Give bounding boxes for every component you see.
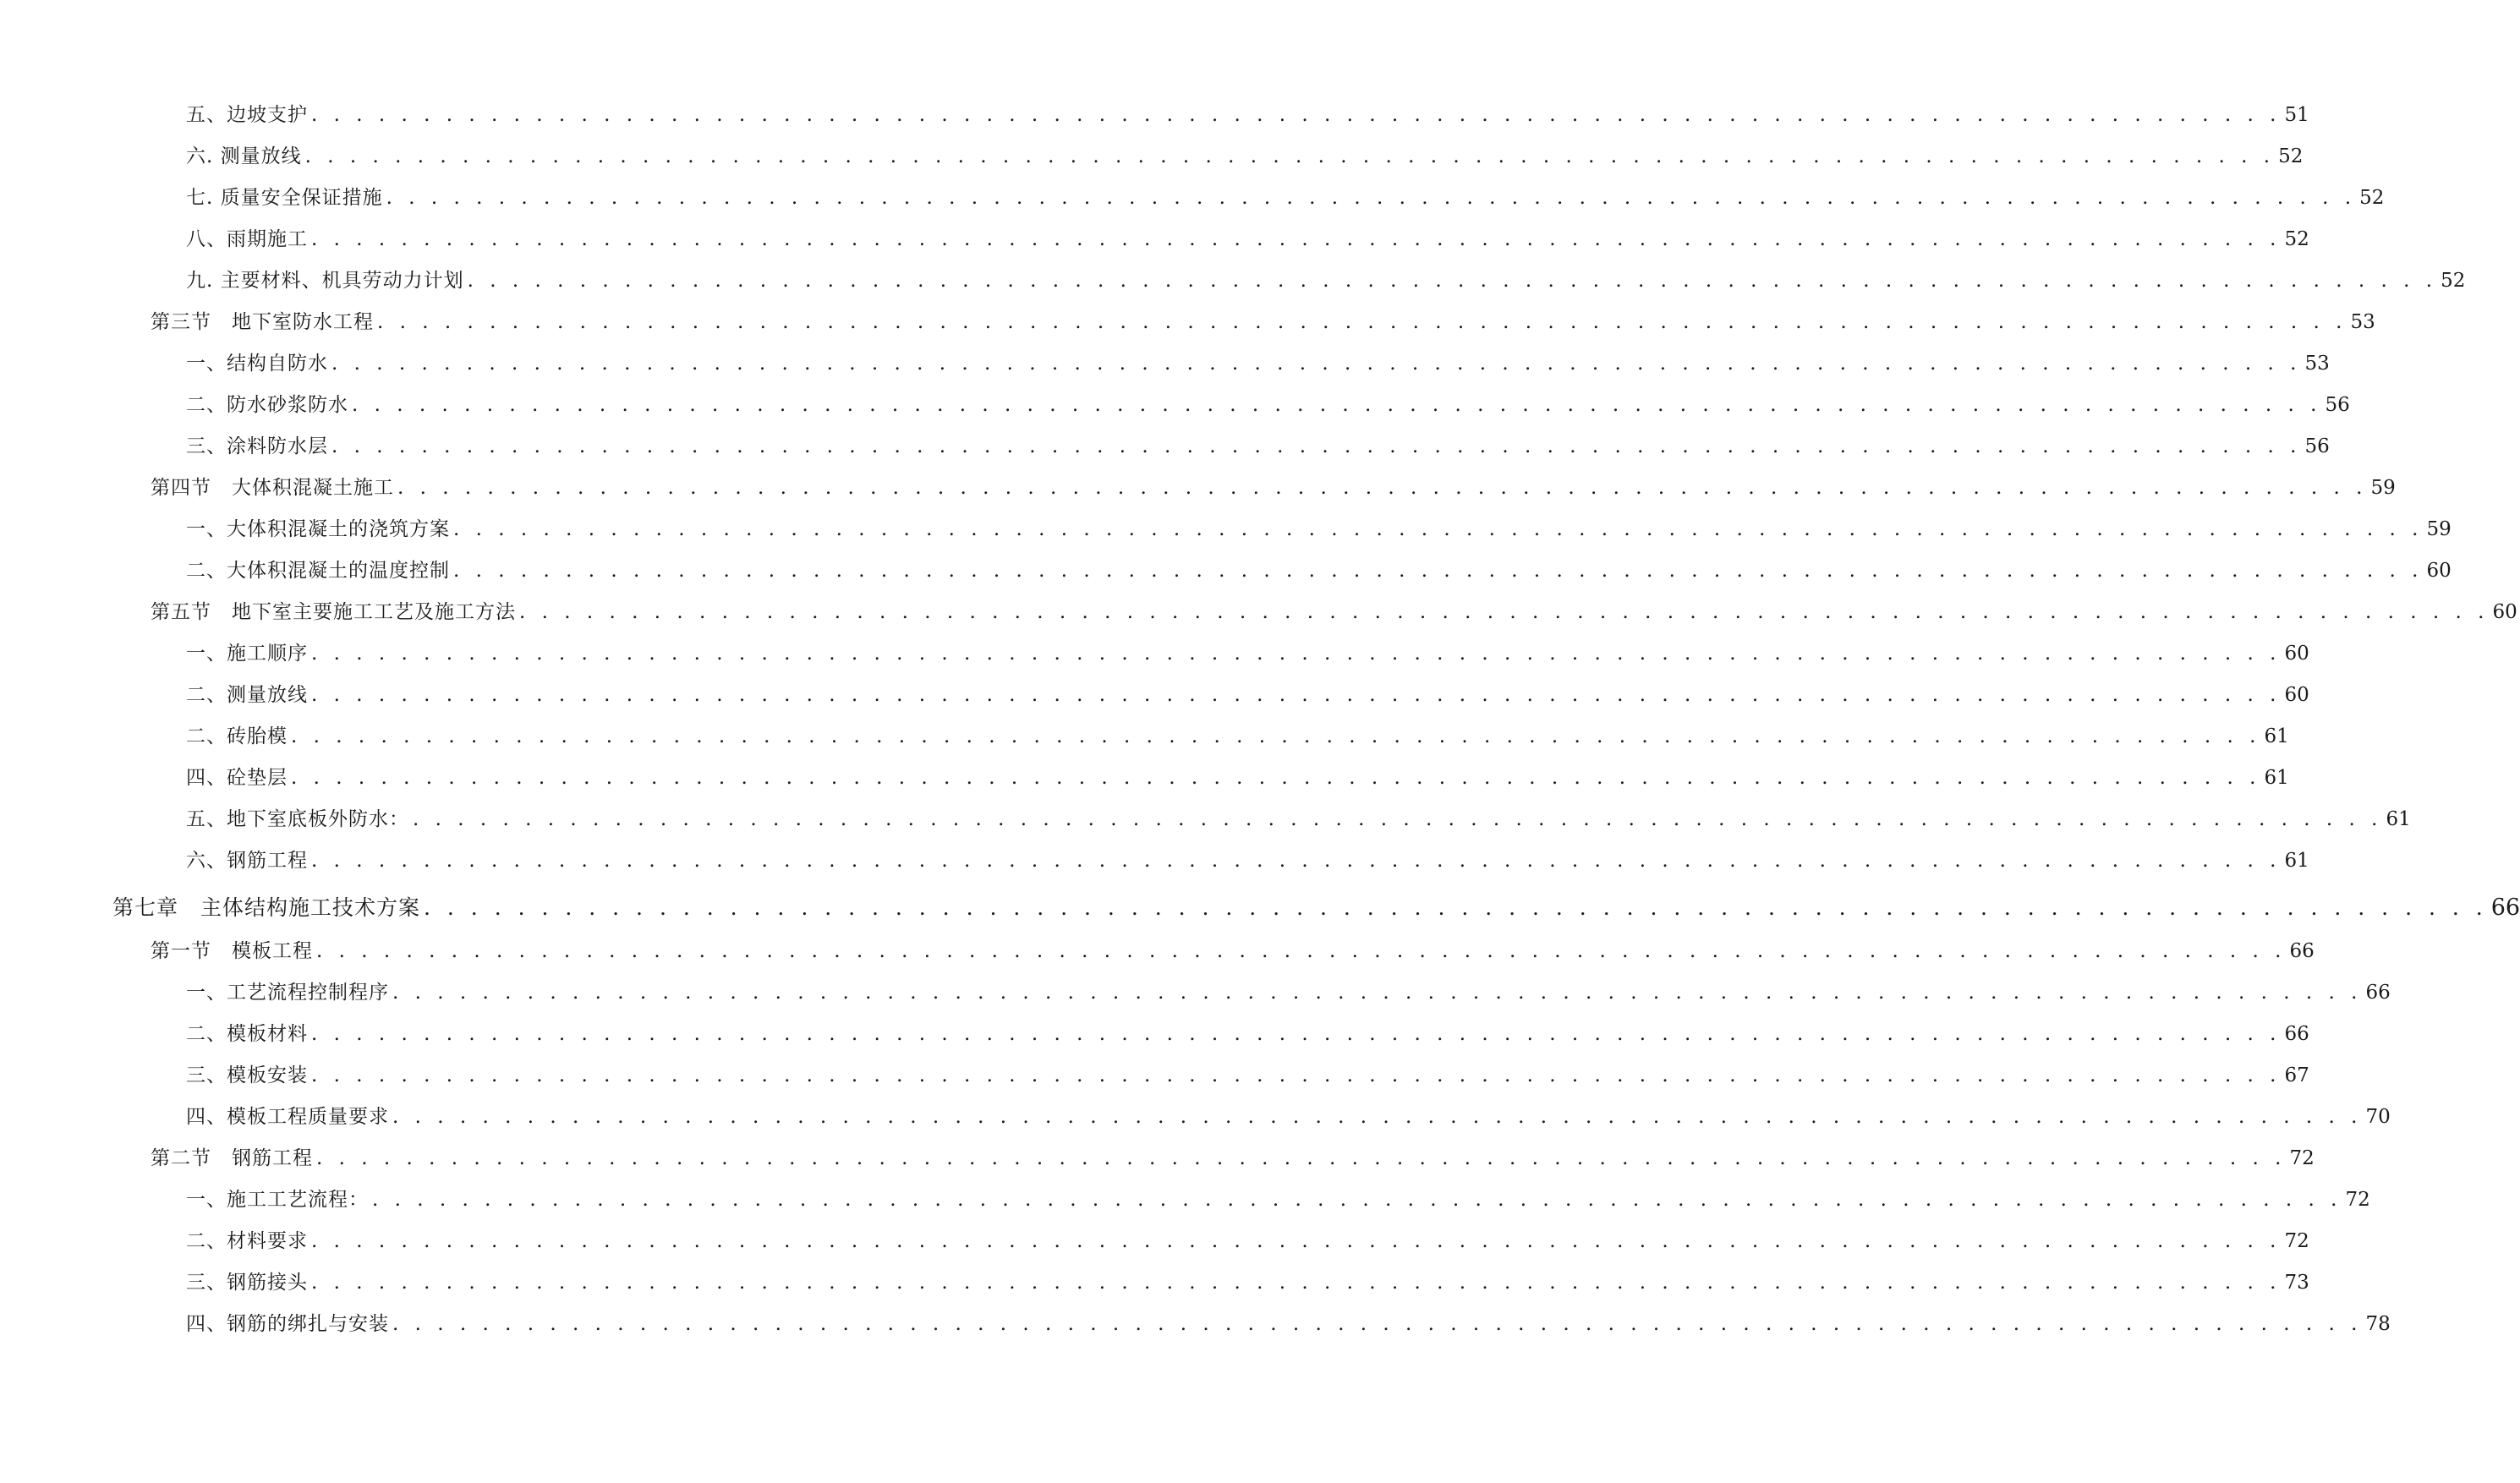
toc-section-entry[interactable]	[0, 931, 2315, 972]
toc-section-entry[interactable]	[0, 1138, 2315, 1179]
toc-subsection-entry[interactable]	[0, 1304, 2391, 1345]
toc-entry-title: 二、材料要求	[186, 1230, 308, 1252]
toc-dot-leader: . . . . . . . . . . . . . . . . . . . . . . . . . . . . . . . . . . . . . . . . . . . . . . . . . . . . . . . . . . . . . . . . . . . . . . . . . . . . . . . . . . . . . . . .	[392, 1313, 2363, 1335]
toc-subsection-entry[interactable]	[0, 219, 2309, 260]
toc-page-number: 56	[2304, 435, 2330, 457]
toc-dot-leader: . . . . . . . . . . . . . . . . . . . . . . . . . . . . . . . . . . . . . . . . . . . . . . . . . . . . . . . . . . . . . . . . . . . . . . . . . . . . . . . . . . . . . . . .	[392, 1106, 2363, 1128]
toc-subsection-entry[interactable]	[0, 840, 2309, 882]
toc-entry-title: 六. 测量放线	[186, 145, 302, 167]
table-of-contents	[0, 95, 2520, 1345]
toc-dot-leader: . . . . . . . . . . . . . . . . . . . . . . . . . . . . . . . . . . . . . . . . . . . . . . . . . . . . . . . . . . . . . . . . . . . . . . . . . . . . . . . . . . . . . . . .	[311, 850, 2282, 872]
toc-page-number: 66	[2284, 1023, 2309, 1045]
toc-subsection-entry[interactable]	[0, 758, 2289, 799]
toc-entry-title: 二、大体积混凝土的温度控制	[186, 560, 450, 582]
toc-page-number: 60	[2284, 684, 2309, 706]
toc-dot-leader: . . . . . . . . . . . . . . . . . . . . . . . . . . . . . . . . . . . . . . . . . . . . . . . . . . . . . . . . . . . . . . . . . . . . . . . . . . . . . . . . . . . . . . . .	[397, 477, 2368, 499]
toc-dot-leader: . . . . . . . . . . . . . . . . . . . . . . . . . . . . . . . . . . . . . . . . . . . . . . . . . . . . . . . . . . . . . . . . . . . . . . . . . . . . . . . . . . . . . . . .	[311, 1023, 2282, 1045]
toc-page-number: 53	[2304, 353, 2330, 375]
toc-page-number: 66	[2289, 940, 2315, 962]
toc-page-number: 66	[2490, 895, 2520, 921]
toc-dot-leader: . . . . . . . . . . . . . . . . . . . . . . . . . . . . . . . . . . . . . . . . . . . . . . . . . . . . . . . . . . . . . . . . . . . . . . . . . . . . . . . . . . . . . . . .	[519, 601, 2490, 623]
toc-dot-leader: . . . . . . . . . . . . . . . . . . . . . . . . . . . . . . . . . . . . . . . . . . . . . . . . . . . . . . . . . . . . . . . . . . . . . . . . . . . . . . . . . . . . . . . .	[311, 643, 2282, 665]
toc-dot-leader: . . . . . . . . . . . . . . . . . . . . . . . . . . . . . . . . . . . . . . . . . . . . . . . . . . . . . . . . . . . . . . . . . . . . . . . . . . . . . . . . . . . . . . . .	[386, 187, 2357, 209]
toc-entry-title: 第四节 大体积混凝土施工	[151, 477, 394, 499]
toc-entry-title: 七. 质量安全保证措施	[186, 187, 383, 209]
toc-entry-title: 第二节 钢筋工程	[151, 1147, 313, 1169]
toc-dot-leader: . . . . . . . . . . . . . . . . . . . . . . . . . . . . . . . . . . . . . . . . . . . . . . . . . . . . . . . . . . . . . . . . . . . . . . . . . . . . . . . . . . . . . . . .	[424, 895, 2488, 920]
toc-page-number: 60	[2492, 601, 2517, 623]
toc-entry-title: 九. 主要材料、机具劳动力计划	[186, 270, 464, 292]
toc-page-number: 73	[2284, 1272, 2309, 1294]
toc-page-number: 78	[2365, 1313, 2391, 1335]
toc-dot-leader: . . . . . . . . . . . . . . . . . . . . . . . . . . . . . . . . . . . . . . . . . . . . . . . . . . . . . . . . . . . . . . . . . . . . . . . . . . . . . . . . . . . . . . . .	[316, 940, 2287, 962]
toc-entry-title: 二、防水砂浆防水	[186, 394, 348, 416]
toc-dot-leader: . . . . . . . . . . . . . . . . . . . . . . . . . . . . . . . . . . . . . . . . . . . . . . . . . . . . . . . . . . . . . . . . . . . . . . . . . . . . . . . . . . . . . . . .	[413, 808, 2383, 830]
toc-page-number: 60	[2426, 560, 2452, 582]
toc-page-number: 66	[2365, 982, 2391, 1004]
toc-page-number: 72	[2284, 1230, 2309, 1252]
toc-subsection-entry[interactable]	[0, 385, 2350, 426]
toc-subsection-entry[interactable]	[0, 178, 2385, 219]
toc-entry-title: 八、雨期施工	[186, 228, 308, 250]
toc-subsection-entry[interactable]	[0, 95, 2309, 136]
toc-dot-leader: . . . . . . . . . . . . . . . . . . . . . . . . . . . . . . . . . . . . . . . . . . . . . . . . . . . . . . . . . . . . . . . . . . . . . . . . . . . . . . . . . . . . . . . .	[311, 104, 2282, 126]
toc-page-number: 61	[2284, 850, 2309, 872]
toc-subsection-entry[interactable]	[0, 1262, 2309, 1304]
toc-dot-leader: . . . . . . . . . . . . . . . . . . . . . . . . . . . . . . . . . . . . . . . . . . . . . . . . . . . . . . . . . . . . . . . . . . . . . . . . . . . . . . . . . . . . . . . .	[311, 1272, 2282, 1294]
toc-dot-leader: . . . . . . . . . . . . . . . . . . . . . . . . . . . . . . . . . . . . . . . . . . . . . . . . . . . . . . . . . . . . . . . . . . . . . . . . . . . . . . . . . . . . . . . .	[372, 1189, 2342, 1211]
toc-dot-leader: . . . . . . . . . . . . . . . . . . . . . . . . . . . . . . . . . . . . . . . . . . . . . . . . . . . . . . . . . . . . . . . . . . . . . . . . . . . . . . . . . . . . . . . .	[311, 684, 2282, 706]
toc-entry-title: 四、模板工程质量要求	[186, 1106, 389, 1128]
toc-subsection-entry[interactable]	[0, 1221, 2309, 1262]
toc-page-number: 52	[2278, 145, 2304, 167]
toc-page-number: 61	[2386, 808, 2411, 830]
toc-subsection-entry[interactable]	[0, 972, 2391, 1014]
toc-entry-title: 第五节 地下室主要施工工艺及施工方法	[151, 601, 516, 623]
toc-subsection-entry[interactable]	[0, 633, 2309, 675]
toc-section-entry[interactable]	[0, 592, 2517, 633]
toc-page-number: 70	[2365, 1106, 2391, 1128]
toc-entry-title: 六、钢筋工程	[186, 850, 308, 872]
toc-subsection-entry[interactable]	[0, 1014, 2309, 1055]
toc-subsection-entry[interactable]	[0, 509, 2452, 550]
toc-subsection-entry[interactable]	[0, 675, 2309, 716]
toc-entry-title: 第七章 主体结构施工技术方案	[112, 895, 421, 920]
toc-page-number: 52	[2441, 270, 2466, 292]
toc-entry-title: 一、工艺流程控制程序	[186, 982, 389, 1004]
toc-subsection-entry[interactable]	[0, 260, 2466, 302]
toc-entry-title: 二、测量放线	[186, 684, 308, 706]
toc-dot-leader: . . . . . . . . . . . . . . . . . . . . . . . . . . . . . . . . . . . . . . . . . . . . . . . . . . . . . . . . . . . . . . . . . . . . . . . . . . . . . . . . . . . . . . . .	[392, 982, 2363, 1004]
toc-dot-leader: . . . . . . . . . . . . . . . . . . . . . . . . . . . . . . . . . . . . . . . . . . . . . . . . . . . . . . . . . . . . . . . . . . . . . . . . . . . . . . . . . . . . . . . .	[304, 145, 2276, 167]
toc-page-number: 52	[2359, 187, 2385, 209]
toc-entry-title: 二、砖胎模	[186, 725, 288, 747]
toc-subsection-entry[interactable]	[0, 426, 2330, 468]
toc-page-number: 52	[2284, 228, 2309, 250]
toc-entry-title: 四、钢筋的绑扎与安装	[186, 1313, 389, 1335]
toc-dot-leader: . . . . . . . . . . . . . . . . . . . . . . . . . . . . . . . . . . . . . . . . . . . . . . . . . . . . . . . . . . . . . . . . . . . . . . . . . . . . . . . . . . . . . . . .	[453, 560, 2424, 582]
toc-page-number: 59	[2426, 518, 2452, 540]
toc-subsection-entry[interactable]	[0, 136, 2304, 178]
toc-section-entry[interactable]	[0, 302, 2375, 343]
toc-entry-title: 第一节 模板工程	[151, 940, 313, 962]
toc-entry-title: 一、大体积混凝土的浇筑方案	[186, 518, 450, 540]
toc-dot-leader: . . . . . . . . . . . . . . . . . . . . . . . . . . . . . . . . . . . . . . . . . . . . . . . . . . . . . . . . . . . . . . . . . . . . . . . . . . . . . . . . . . . . . . . .	[311, 1230, 2282, 1252]
toc-subsection-entry[interactable]	[0, 1097, 2391, 1138]
toc-dot-leader: . . . . . . . . . . . . . . . . . . . . . . . . . . . . . . . . . . . . . . . . . . . . . . . . . . . . . . . . . . . . . . . . . . . . . . . . . . . . . . . . . . . . . . . .	[291, 767, 2261, 789]
toc-subsection-entry[interactable]	[0, 343, 2330, 385]
toc-dot-leader: . . . . . . . . . . . . . . . . . . . . . . . . . . . . . . . . . . . . . . . . . . . . . . . . . . . . . . . . . . . . . . . . . . . . . . . . . . . . . . . . . . . . . . . .	[331, 353, 2302, 375]
toc-page-number: 51	[2284, 104, 2309, 126]
toc-dot-leader: . . . . . . . . . . . . . . . . . . . . . . . . . . . . . . . . . . . . . . . . . . . . . . . . . . . . . . . . . . . . . . . . . . . . . . . . . . . . . . . . . . . . . . . .	[453, 518, 2424, 540]
toc-dot-leader: . . . . . . . . . . . . . . . . . . . . . . . . . . . . . . . . . . . . . . . . . . . . . . . . . . . . . . . . . . . . . . . . . . . . . . . . . . . . . . . . . . . . . . . .	[291, 725, 2261, 747]
toc-page-number: 72	[2289, 1147, 2315, 1169]
toc-entry-title: 三、钢筋接头	[186, 1272, 308, 1294]
toc-entry-title: 四、砼垫层	[186, 767, 288, 789]
toc-chapter-entry[interactable]	[0, 882, 2520, 931]
toc-entry-title: 三、模板安装	[186, 1064, 308, 1086]
toc-dot-leader: . . . . . . . . . . . . . . . . . . . . . . . . . . . . . . . . . . . . . . . . . . . . . . . . . . . . . . . . . . . . . . . . . . . . . . . . . . . . . . . . . . . . . . . .	[311, 1064, 2282, 1086]
toc-entry-title: 三、涂料防水层	[186, 435, 328, 457]
toc-page-number: 60	[2284, 643, 2309, 665]
toc-entry-title: 五、边坡支护	[186, 104, 308, 126]
toc-section-entry[interactable]	[0, 468, 2396, 509]
toc-entry-title: 一、结构自防水	[186, 353, 328, 375]
toc-dot-leader: . . . . . . . . . . . . . . . . . . . . . . . . . . . . . . . . . . . . . . . . . . . . . . . . . . . . . . . . . . . . . . . . . . . . . . . . . . . . . . . . . . . . . . . .	[377, 311, 2347, 333]
toc-entry-title: 第三节 地下室防水工程	[151, 311, 374, 333]
toc-page-number: 59	[2370, 477, 2396, 499]
toc-subsection-entry[interactable]	[0, 550, 2452, 592]
toc-page-number: 53	[2350, 311, 2375, 333]
toc-entry-title: 二、模板材料	[186, 1023, 308, 1045]
toc-entry-title: 一、施工工艺流程：	[186, 1189, 369, 1211]
toc-entry-title: 一、施工顺序	[186, 643, 308, 665]
toc-page-number: 56	[2325, 394, 2350, 416]
toc-page-number: 72	[2345, 1189, 2370, 1211]
toc-dot-leader: . . . . . . . . . . . . . . . . . . . . . . . . . . . . . . . . . . . . . . . . . . . . . . . . . . . . . . . . . . . . . . . . . . . . . . . . . . . . . . . . . . . . . . . .	[467, 270, 2438, 292]
toc-dot-leader: . . . . . . . . . . . . . . . . . . . . . . . . . . . . . . . . . . . . . . . . . . . . . . . . . . . . . . . . . . . . . . . . . . . . . . . . . . . . . . . . . . . . . . . .	[352, 394, 2322, 416]
toc-dot-leader: . . . . . . . . . . . . . . . . . . . . . . . . . . . . . . . . . . . . . . . . . . . . . . . . . . . . . . . . . . . . . . . . . . . . . . . . . . . . . . . . . . . . . . . .	[316, 1147, 2287, 1169]
toc-subsection-entry[interactable]	[0, 1055, 2309, 1097]
toc-subsection-entry[interactable]	[0, 716, 2289, 758]
toc-page-number: 61	[2264, 725, 2289, 747]
toc-page-number: 61	[2264, 767, 2289, 789]
toc-page-number: 67	[2284, 1064, 2309, 1086]
toc-subsection-entry[interactable]	[0, 799, 2411, 840]
toc-entry-title: 五、地下室底板外防水：	[186, 808, 409, 830]
toc-dot-leader: . . . . . . . . . . . . . . . . . . . . . . . . . . . . . . . . . . . . . . . . . . . . . . . . . . . . . . . . . . . . . . . . . . . . . . . . . . . . . . . . . . . . . . . .	[331, 435, 2302, 457]
toc-subsection-entry[interactable]	[0, 1179, 2370, 1221]
toc-dot-leader: . . . . . . . . . . . . . . . . . . . . . . . . . . . . . . . . . . . . . . . . . . . . . . . . . . . . . . . . . . . . . . . . . . . . . . . . . . . . . . . . . . . . . . . .	[311, 228, 2282, 250]
